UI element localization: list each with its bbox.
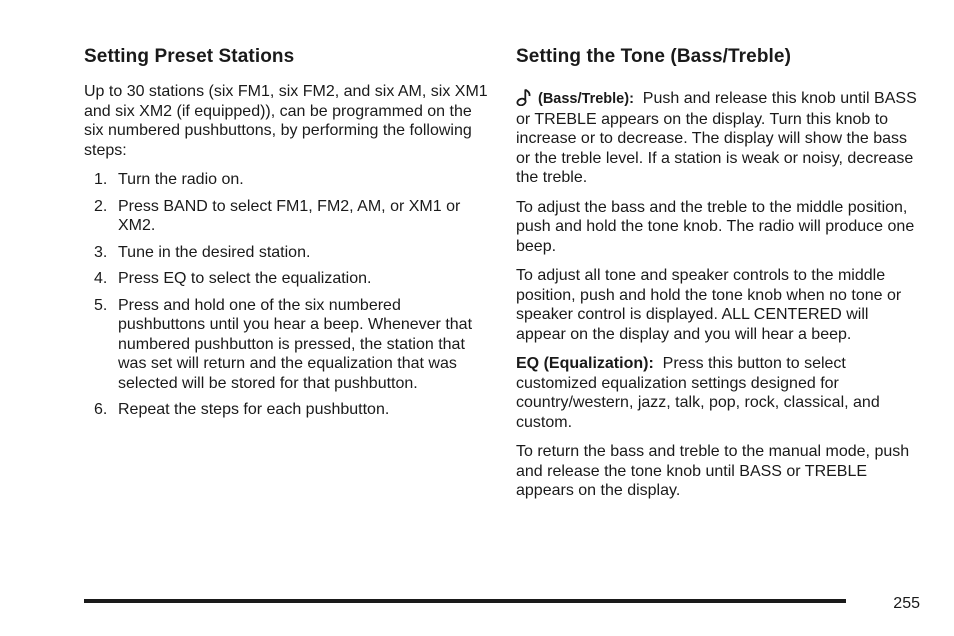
footer-rule [84,599,846,603]
preset-intro: Up to 30 stations (six FM1, six FM2, and six AM, six XM1 and six XM2 (if equipped)), can be programmed on the six numbered pushbuttons, by performing the following steps: [84,83,488,159]
page-number: 255 [893,595,920,612]
music-note-icon [516,88,532,106]
right-column [516,46,921,511]
eq-label: EQ (Equalization): [516,355,654,372]
list-item: 5. Press and hold one of the six numbered pushbuttons until you hear a beep. Whenever that numbered pushbutton is pressed, the station that was set will return and the equalization that was selected will be stored for that pushbutton. [94,296,473,392]
left-column [84,46,489,427]
list-item: 3. Tune in the desired station. [94,243,311,261]
section-title-tone: Setting the Tone (Bass/Treble) [516,46,792,67]
tone-middle-paragraph: To adjust the bass and the treble to the middle position, push and hold the tone knob. The radio will produce one beep. [516,198,915,255]
bass-treble-text: Push and release this knob until BASS or TREBLE appears on the display. Turn this knob to increase or to decrease. The display will show the bass or the treble level. If a station is weak or noisy, decrease the treble. [516,90,917,186]
all-centered-paragraph: To adjust all tone and speaker controls to the middle position, push and hold the tone knob when no tone or speaker control is displayed. ALL CENTERED will appear on the display and you will hear a beep. [516,267,902,343]
list-item: 4. Press EQ to select the equalization. [94,270,372,287]
list-item: 2. Press BAND to select FM1, FM2, AM, or XM1 or XM2. [94,197,461,234]
bass-treble-label: (Bass/Treble): [538,91,634,107]
preset-steps-list [84,170,489,420]
manual-mode-paragraph: To return the bass and treble to the manual mode, push and release the tone knob until BASS or TREBLE appears on the display. [516,443,910,499]
bass-treble-paragraph [516,88,921,188]
list-item: 1. Turn the radio on. [94,171,244,188]
section-title-preset-stations: Setting Preset Stations [84,46,295,67]
eq-paragraph [516,354,921,432]
list-item: 6. Repeat the steps for each pushbutton. [94,401,390,418]
eq-text: Press this button to select customized equalization settings designed for country/western, jazz, talk, pop, rock, classical, and custom. [516,355,880,431]
